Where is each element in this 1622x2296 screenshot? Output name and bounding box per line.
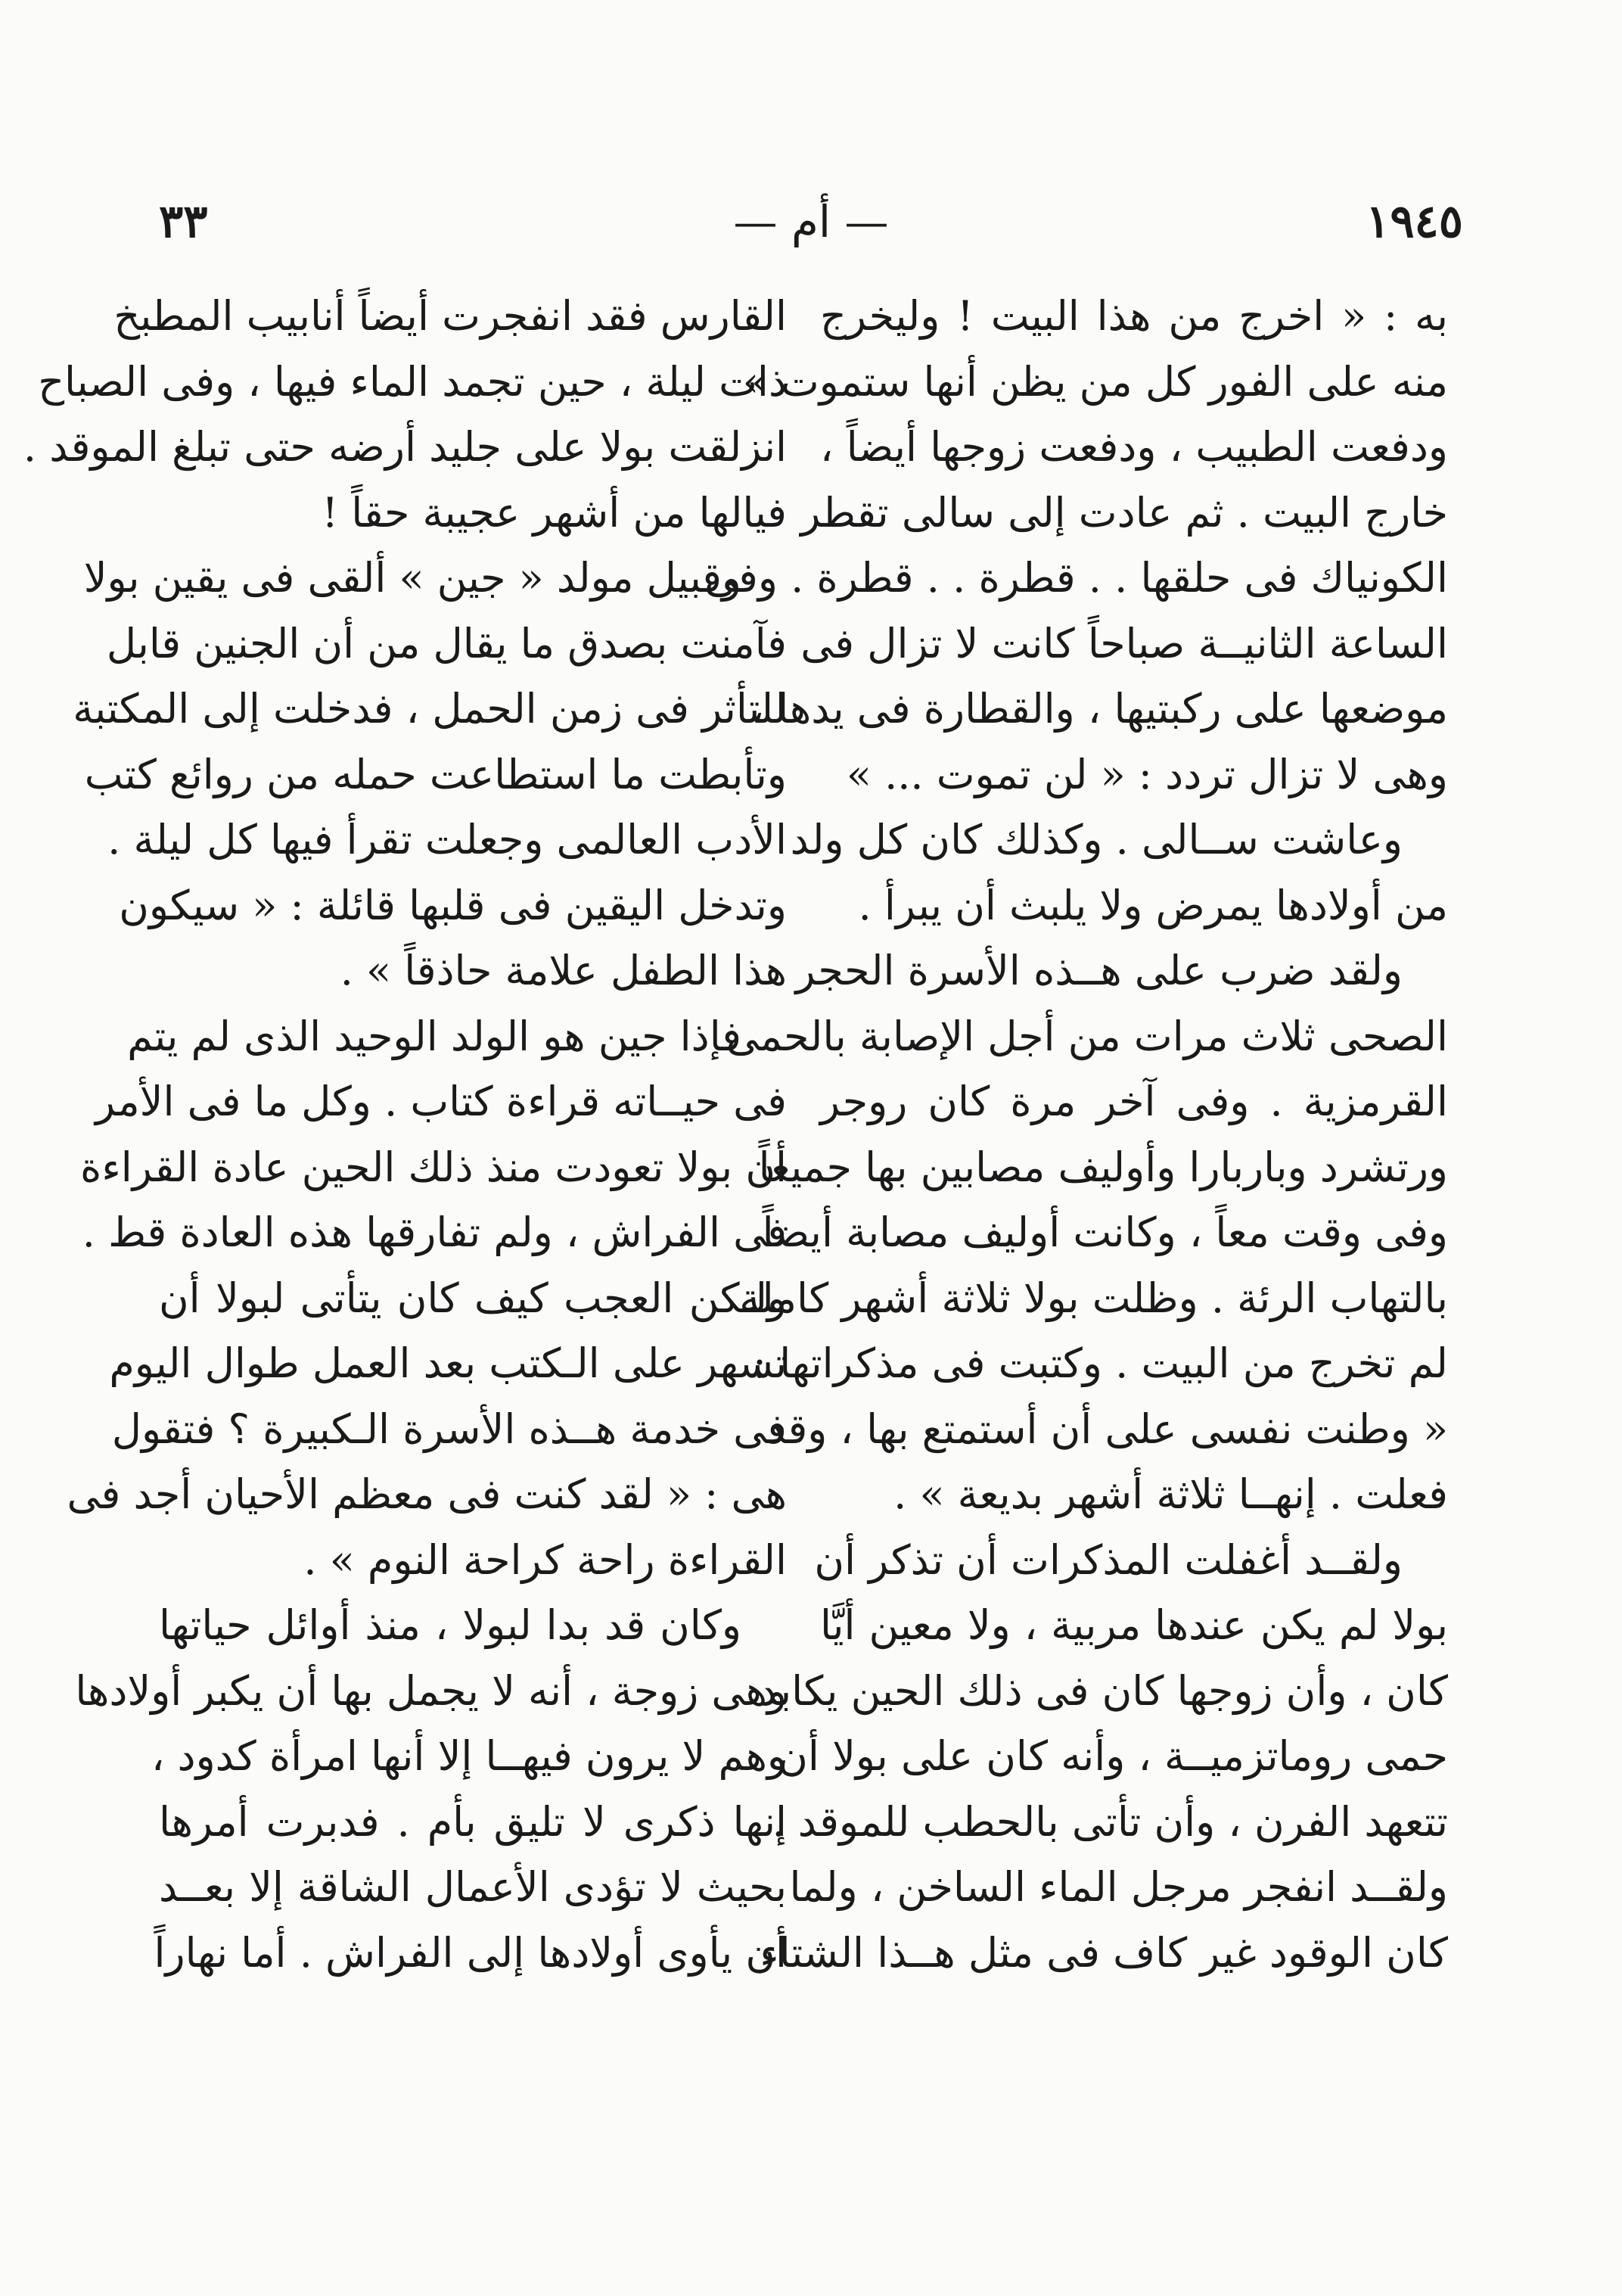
text-line: هذا الطفل علامة حاذقاً » . <box>340 947 787 994</box>
text-line: بالتهاب الرئة . وظلت بولا ثلاثة أشهر كاملة <box>739 1274 1448 1322</box>
text-line: ذات ليلة ، حين تجمد الماء فيها ، وفى الصباح <box>38 357 787 406</box>
text-line: كان ، وأن زوجها كان فى ذلك الحين يكابد <box>758 1666 1448 1715</box>
body-text <box>23 284 1448 2153</box>
text-line: إنها ذكرى لا تليق بأم . فدبرت أمرها <box>159 1797 787 1846</box>
text-line: القارس فقد انفجرت أيضاً أنابيب المطبخ <box>113 292 787 340</box>
text-line: ولقد ضرب على هــذه الأسرة الحجر <box>795 947 1403 994</box>
text-line: منه على الفور كل من يظن أنها ستموت » <box>742 357 1448 406</box>
text-line: تتعهد الفرن ، وأن تأتى بالحطب للموقد . <box>772 1797 1448 1846</box>
text-line: الصحى ثلاث مرات من أجل الإصابة بالحمى <box>726 1012 1448 1060</box>
text-line: هى : « لقد كنت فى معظم الأحيان أجد فى <box>67 1470 787 1518</box>
text-line: خارج البيت . ثم عادت إلى سالى تقطر <box>800 488 1448 537</box>
text-line: فى خدمة هــذه الأسرة الـكبيرة ؟ فتقول <box>111 1405 787 1453</box>
page-header <box>159 188 1463 256</box>
issue-year: ١٩٤٥ <box>1366 195 1463 248</box>
text-line: بولا لم يكن عندها مربية ، ولا معين أيَّا <box>820 1601 1448 1649</box>
text-line: فآمنت بصدق ما يقال من أن الجنين قابل <box>106 619 787 667</box>
text-line: وكان قد بدا لبولا ، منذ أوائل حياتها <box>159 1601 741 1649</box>
right-column <box>704 284 1448 2153</box>
text-line: وعاشت ســالى . وكذلك كان كل ولد <box>790 816 1403 863</box>
text-line: وتدخل اليقين فى قلبها قائلة : « سيكون <box>119 881 787 929</box>
text-line: ولـكن العجب كيف كان يتأتى لبولا أن <box>159 1274 787 1322</box>
text-line: فعلت . إنهــا ثلاثة أشهر بديعة » . <box>893 1470 1448 1518</box>
text-line: الأدب العالمى وجعلت تقرأ فيها كل ليلة . <box>107 816 787 863</box>
text-line: وتأبطت ما استطاعت حمله من روائع كتب <box>84 750 787 798</box>
page-number: ٣٣ <box>159 195 208 248</box>
text-line: الساعة الثانيــة صباحاً كانت لا تزال فى <box>800 619 1448 667</box>
text-line: وهى زوجة ، أنه لا يجمل بها أن يكبر أولادها <box>75 1666 787 1715</box>
text-line: الكونياك فى حلقها . . قطرة . . قطرة . وفى <box>704 554 1448 602</box>
text-line: من أولادها يمرض ولا يلبث أن يبرأ . <box>858 881 1448 929</box>
text-line: به : « اخرج من هذا البيت ! وليخرج <box>820 292 1448 340</box>
text-line: ولقــد أغفلت المذكرات أن تذكر أن <box>814 1535 1403 1584</box>
left-column <box>23 284 787 2153</box>
text-line: موضعها على ركبتيها ، والقطارة فى يدها ، <box>750 685 1448 733</box>
text-line: القراءة راحة كراحة النوم » . <box>303 1535 787 1584</box>
text-line: حمى روماتزميــة ، وأنه كان على بولا أن <box>778 1732 1448 1780</box>
text-line: للتأثر فى زمن الحمل ، فدخلت إلى المكتبة <box>73 685 787 733</box>
text-line: وقبيل مولد « جين » ألقى فى يقين بولا <box>83 554 741 602</box>
text-line: فيالها من أشهر عجيبة حقاً ! <box>322 488 787 537</box>
text-line: « وطنت نفسى على أن أستمتع بها ، وقد <box>766 1405 1448 1453</box>
text-line: ولقــد انفجر مرجل الماء الساخن ، ولما <box>789 1863 1448 1911</box>
text-line: وهم لا يرون فيهــا إلا أنها امرأة كدود ، <box>151 1732 787 1780</box>
text-line: انزلقت بولا على جليد أرضه حتى تبلغ الموقد . <box>23 423 787 471</box>
text-line: أن بولا تعودت منذ ذلك الحين عادة القراءة <box>80 1143 787 1191</box>
text-line: أن يأوى أولادها إلى الفراش . أما نهاراً <box>154 1928 787 1977</box>
text-line: لم تخرج من البيت . وكتبت فى مذكراتها : <box>752 1339 1448 1387</box>
text-line: كان الوقود غير كاف فى مثل هــذا الشتاء <box>760 1928 1448 1977</box>
text-line: ودفعت الطبيب ، ودفعت زوجها أيضاً ، <box>820 423 1448 471</box>
text-line: تسهر على الـكتب بعد العمل طوال اليوم <box>109 1339 787 1387</box>
text-line: ورتشرد وباربارا وأوليف مصابين بها جميعاً <box>758 1143 1448 1191</box>
text-line: بحيث لا تؤدى الأعمال الشاقة إلا بعــد <box>159 1863 787 1911</box>
text-line: فى الفراش ، ولم تفارقها هذه العادة قط . <box>82 1209 787 1256</box>
text-line: وفى وقت معاً ، وكانت أوليف مصابة أيضاً <box>762 1209 1448 1256</box>
text-line: القرمزية . وفى آخر مرة كان روجر <box>820 1078 1448 1125</box>
text-line: وهى لا تزال تردد : « لن تموت ... » <box>846 750 1448 798</box>
text-line: فإذا جين هو الولد الوحيد الذى لم يتم <box>127 1012 741 1060</box>
running-title: — أم — <box>733 196 889 247</box>
text-line: فى حيــاته قراءة كتاب . وكل ما فى الأمر <box>95 1078 787 1125</box>
